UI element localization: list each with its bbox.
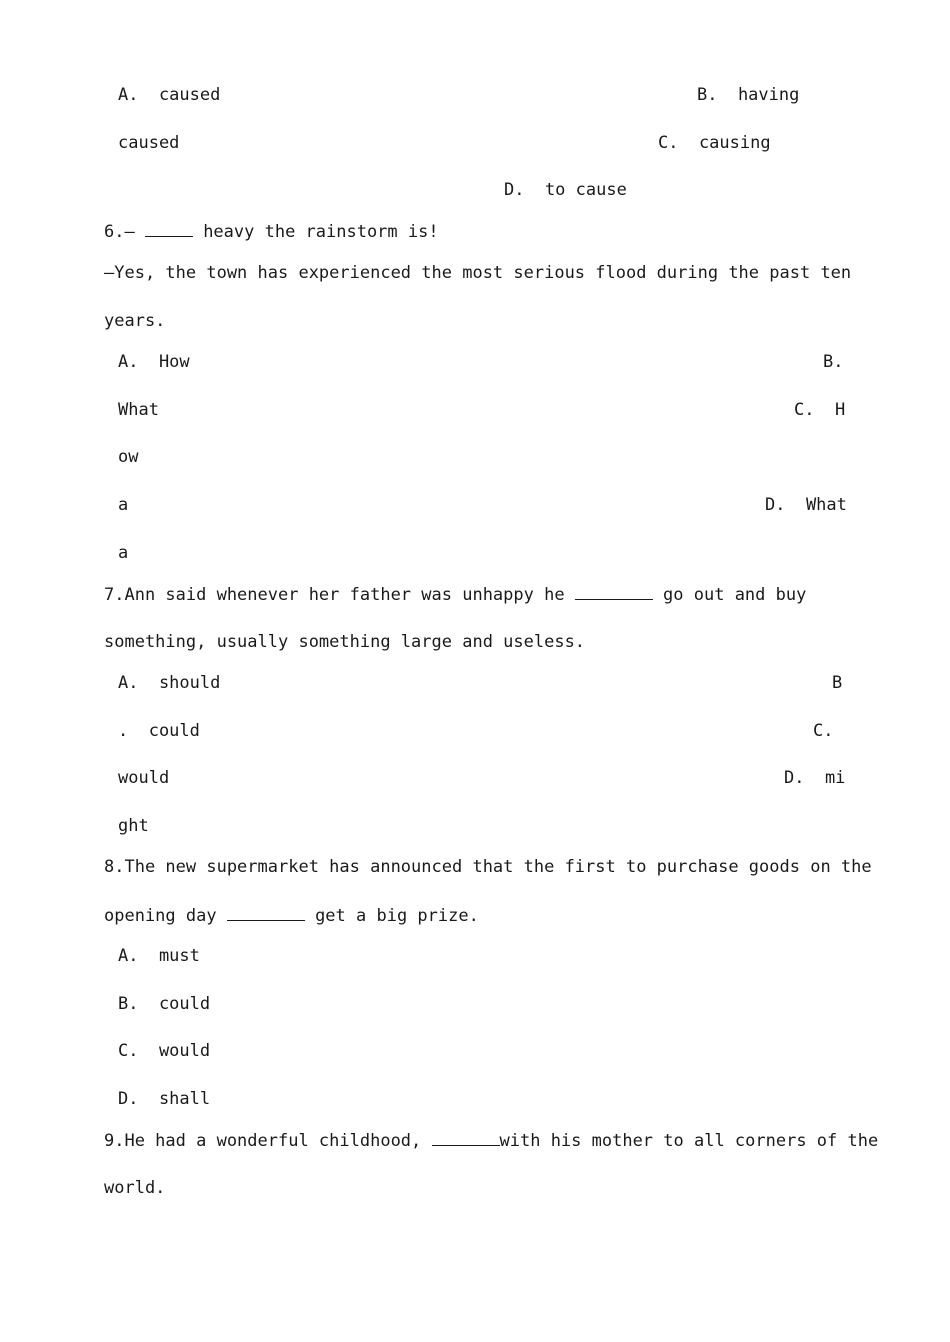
q6-option-c-cont2: a bbox=[118, 495, 129, 515]
q6-option-b-cont: What bbox=[118, 400, 159, 420]
q8-option-d: D. shall bbox=[118, 1089, 211, 1109]
question-8-part1: opening day bbox=[104, 906, 227, 926]
q6-option-b: B. bbox=[823, 352, 844, 372]
q5-option-b: B. having bbox=[697, 85, 800, 105]
answer-blank bbox=[575, 584, 653, 600]
q6-option-a: A. How bbox=[118, 352, 190, 372]
answer-blank bbox=[227, 905, 305, 921]
question-8-cont bbox=[104, 905, 479, 926]
answer-blank bbox=[432, 1130, 500, 1146]
q8-option-a: A. must bbox=[118, 946, 200, 966]
q5-option-d: D. to cause bbox=[504, 180, 627, 200]
q7-option-c-cont: would bbox=[118, 768, 170, 788]
q8-option-c: C. would bbox=[118, 1041, 211, 1061]
question-6-reply-cont: years. bbox=[104, 311, 166, 331]
q6-option-d: D. What bbox=[765, 495, 847, 515]
q7-option-b-cont: . could bbox=[118, 721, 200, 741]
q8-option-b: B. could bbox=[118, 994, 211, 1014]
q5-option-c: C. causing bbox=[658, 133, 771, 153]
question-9-part2: with his mother to all corners of the bbox=[499, 1131, 879, 1151]
q6-option-c-cont: ow bbox=[118, 447, 139, 467]
q5-option-b-cont: caused bbox=[118, 133, 180, 153]
question-8: 8.The new supermarket has announced that the first to purchase goods on the bbox=[104, 857, 872, 877]
question-9-cont: world. bbox=[104, 1178, 166, 1198]
question-8-part2: get a big prize. bbox=[304, 906, 479, 926]
question-9 bbox=[104, 1130, 878, 1151]
answer-blank bbox=[145, 221, 193, 237]
q7-option-d: D. mi bbox=[784, 768, 846, 788]
question-7-part2: go out and buy bbox=[652, 585, 807, 605]
question-6 bbox=[104, 221, 439, 242]
question-7 bbox=[104, 584, 806, 605]
question-7-part1: 7.Ann said whenever her father was unhappy he bbox=[104, 585, 575, 605]
q7-option-a: A. should bbox=[118, 673, 221, 693]
question-6-part1: 6.— bbox=[104, 222, 145, 242]
q6-option-d-cont: a bbox=[118, 543, 129, 563]
q7-option-b: B bbox=[832, 673, 843, 693]
question-6-reply: —Yes, the town has experienced the most serious flood during the past ten bbox=[104, 263, 852, 283]
q7-option-c: C. bbox=[813, 721, 834, 741]
q5-option-a: A. caused bbox=[118, 85, 221, 105]
q7-option-d-cont: ght bbox=[118, 816, 149, 836]
q6-option-c: C. H bbox=[794, 400, 846, 420]
question-7-cont: something, usually something large and useless. bbox=[104, 632, 586, 652]
question-9-part1: 9.He had a wonderful childhood, bbox=[104, 1131, 432, 1151]
question-6-part2: heavy the rainstorm is! bbox=[192, 222, 439, 242]
